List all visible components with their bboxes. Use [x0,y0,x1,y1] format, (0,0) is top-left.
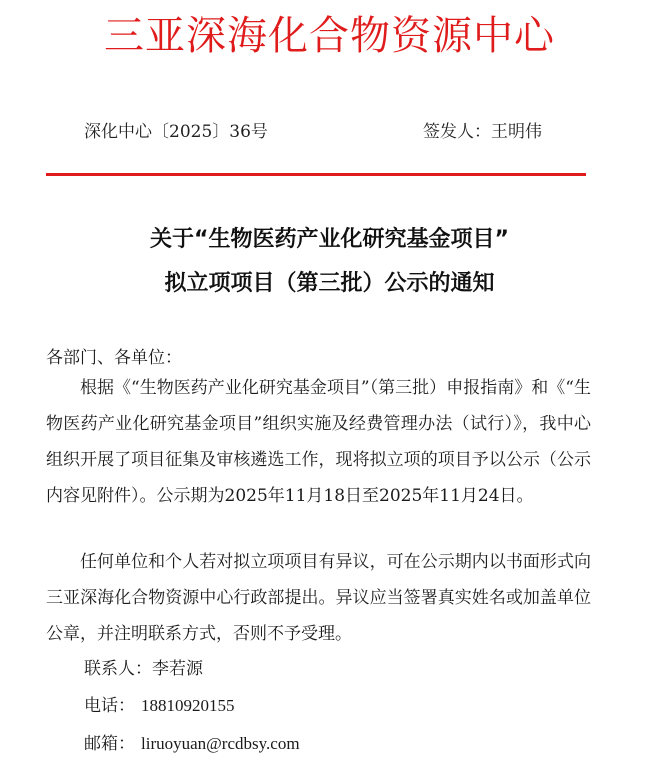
organization-header: 三亚深海化合物资源中心 [104,13,555,59]
contact-phone-label: 电话： [84,696,135,716]
contact-person-name: 李若源 [152,659,203,679]
contact-email-row [84,731,300,757]
red-divider-line [46,173,586,176]
contact-email-label: 邮箱： [84,734,135,754]
issuer-line: 签发人：王明伟 [423,122,542,142]
contact-person-label: 联系人： [84,659,152,679]
body-paragraph-1: 根据《“生物医药产业化研究基金项目”（第三批）申报指南》和《“生物医药产业化研究基金项目”组织实施及经费管理办法（试行）》，我中心组织开展了项目征集及审核遴选工作，现将拟立项的项目予以公示（公示内容见附件）。公示期为2025年11月18日至2025年11月24日。 [46,378,591,506]
contact-email-address: liruoyuan@rcdbsy.com [141,734,300,753]
document-number: 深化中心〔2025〕36号 [84,122,268,142]
body-paragraph-2: 任何单位和个人若对拟立项项目有异议，可在公示期内以书面形式向三亚深海化合物资源中心行政部提出。异议应当签署真实姓名或加盖单位公章，并注明联系方式，否则不予受理。 [46,552,591,644]
contact-phone-number: 18810920155 [141,696,235,715]
contact-phone-row [84,693,235,719]
notice-title-line-1: 关于“生物医药产业化研究基金项目” [150,227,509,252]
salutation: 各部门、各单位： [46,348,182,368]
contact-person-row [84,656,203,682]
notice-title-line-2: 拟立项项目（第三批）公示的通知 [164,271,495,296]
